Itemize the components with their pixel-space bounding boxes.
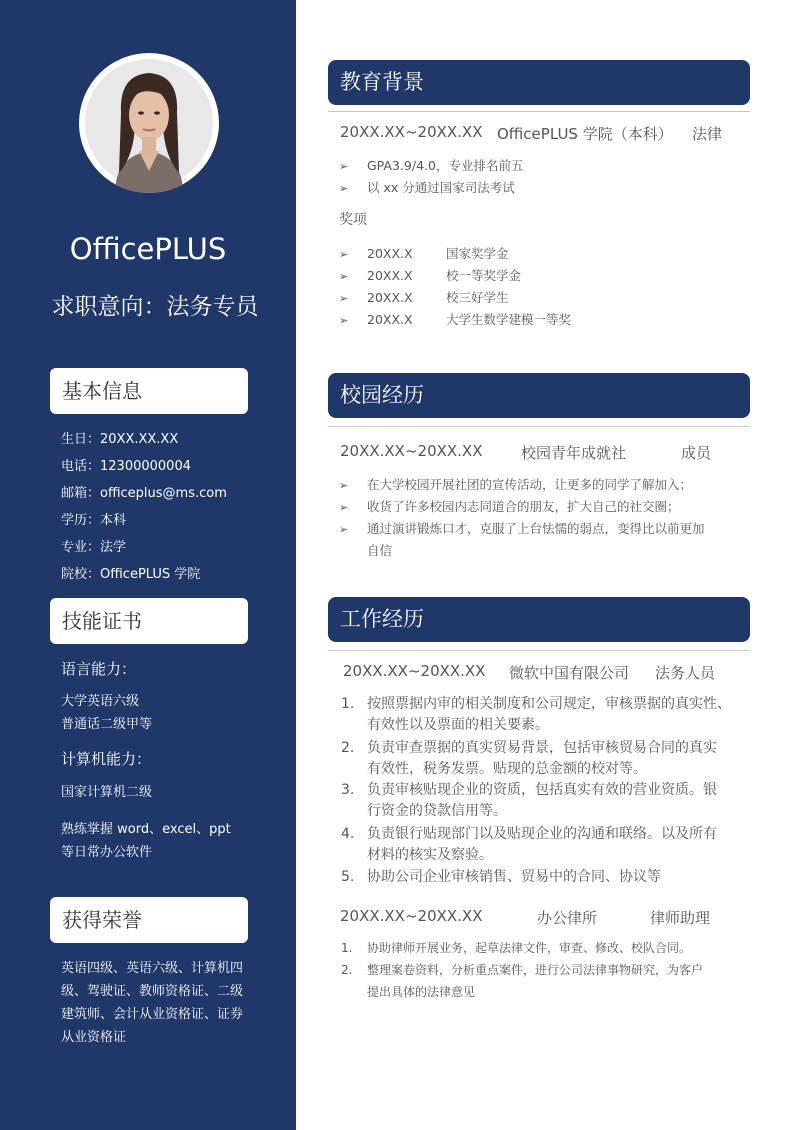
education-bullet: ➢ GPA3.9/4.0，专业排名前五 — [339, 158, 524, 173]
job1-item-continued: 材料的核实及察验。 — [367, 847, 493, 863]
skills-header: 技能证书 — [50, 598, 248, 644]
campus-org: 校园青年成就社 — [521, 444, 627, 462]
basic-info-phone: 电话：12300000004 — [61, 459, 191, 474]
job1-item-continued: 有效性，税务发票。贴现的总金额的校对等。 — [367, 761, 647, 777]
job1-item: 4. 负责银行贴现部门以及贴现企业的沟通和联络。以及所有 — [341, 826, 717, 842]
divider — [328, 650, 750, 651]
award-item: ➢ 20XX.X 大学生数学建模一等奖 — [339, 312, 572, 327]
office-skill-line: 熟练掌握 word、excel、ppt — [61, 822, 231, 837]
language-skill-item: 普通话二级甲等 — [61, 717, 153, 732]
arrow-bullet-icon: ➢ — [339, 248, 349, 261]
campus-bullet: ➢ 收货了许多校园内志同道合的朋友，扩大自己的社交圈； — [339, 499, 680, 514]
office-skill-line: 等日常办公软件 — [61, 845, 153, 860]
honors-line: 级、驾驶证、教师资格证、二级 — [61, 984, 244, 999]
award-item: ➢ 20XX.X 国家奖学金 — [339, 246, 509, 261]
arrow-bullet-icon: ➢ — [339, 479, 349, 492]
arrow-bullet-icon: ➢ — [339, 292, 349, 305]
job2-item: 2. 整理案卷资料，分析重点案件，进行公司法律事物研究，为客户 — [341, 963, 704, 977]
job2-period: 20XX.XX~20XX.XX — [340, 907, 483, 925]
job-intent: 求职意向：法务专员 — [51, 294, 259, 320]
arrow-bullet-icon: ➢ — [339, 270, 349, 283]
computer-skills-title: 计算机能力： — [61, 750, 152, 768]
award-item: ➢ 20XX.X 校三好学生 — [339, 290, 509, 305]
arrow-bullet-icon: ➢ — [339, 182, 349, 195]
arrow-bullet-icon: ➢ — [339, 501, 349, 514]
honors-line: 建筑师、会计从业资格证、证券 — [61, 1007, 244, 1022]
work-header: 工作经历 — [328, 597, 750, 642]
education-period: 20XX.XX~20XX.XX — [340, 123, 483, 141]
job2-company: 办公律所 — [537, 909, 598, 927]
campus-period: 20XX.XX~20XX.XX — [340, 442, 483, 460]
job1-company: 微软中国有限公司 — [509, 664, 630, 682]
basic-info-birthday: 生日：20XX.XX.XX — [61, 432, 179, 447]
job2-item-continued: 提出具体的法律意见 — [367, 985, 476, 999]
divider — [328, 111, 750, 112]
basic-info-header: 基本信息 — [50, 368, 248, 414]
awards-title: 奖项 — [339, 212, 367, 228]
job1-item: 1. 按照票据内审的相关制度和公司规定，审核票据的真实性、 — [341, 696, 731, 712]
honors-line: 从业资格证 — [61, 1030, 127, 1045]
education-school: OfficePLUS 学院（本科） — [497, 125, 673, 143]
language-skill-item: 大学英语六级 — [61, 694, 140, 709]
job1-item-continued: 有效性以及票面的相关要素。 — [367, 717, 549, 733]
job2-item: 1. 协助律师开展业务，起草法律文件，审查、修改、校队合同。 — [341, 941, 692, 955]
campus-bullet: ➢ 通过演讲锻炼口才，克服了上台怯懦的弱点，变得比以前更加 — [339, 521, 705, 536]
computer-skill-item: 国家计算机二级 — [61, 785, 153, 800]
campus-header: 校园经历 — [328, 373, 750, 418]
basic-info-school: 院校：OfficePLUS 学院 — [61, 567, 201, 582]
job1-item: 2. 负责审查票据的真实贸易背景，包括审核贸易合同的真实 — [341, 740, 717, 756]
job1-role: 法务人员 — [655, 664, 716, 682]
honors-header: 获得荣誉 — [50, 897, 248, 943]
arrow-bullet-icon: ➢ — [339, 523, 349, 536]
basic-info-degree: 学历：本科 — [61, 513, 127, 528]
campus-bullet: ➢ 在大学校园开展社团的宣传活动，让更多的同学了解加入； — [339, 477, 693, 492]
education-header: 教育背景 — [328, 60, 750, 105]
basic-info-email: 邮箱：officeplus@ms.com — [61, 486, 227, 501]
divider — [328, 426, 750, 427]
job1-item: 5. 协助公司企业审核销售、贸易中的合同、协议等 — [341, 869, 661, 885]
sidebar — [0, 0, 296, 1130]
avatar — [79, 53, 219, 193]
honors-line: 英语四级、英语六级、计算机四 — [61, 961, 244, 976]
basic-info-major: 专业：法学 — [61, 540, 127, 555]
job1-period: 20XX.XX~20XX.XX — [343, 662, 486, 680]
education-major: 法律 — [692, 125, 723, 143]
arrow-bullet-icon: ➢ — [339, 160, 349, 173]
award-item: ➢ 20XX.X 校一等奖学金 — [339, 268, 522, 283]
language-skills-title: 语言能力： — [61, 660, 137, 678]
job1-item: 3. 负责审核贴现企业的资质，包括真实有效的营业资质。银 — [341, 782, 717, 798]
campus-role: 成员 — [681, 444, 712, 462]
job1-item-continued: 行资金的贷款信用等。 — [367, 803, 507, 819]
job2-role: 律师助理 — [650, 909, 711, 927]
education-bullet: ➢ 以 xx 分通过国家司法考试 — [339, 180, 515, 195]
campus-bullet-continued: 自信 — [367, 543, 393, 558]
arrow-bullet-icon: ➢ — [339, 314, 349, 327]
applicant-name: OfficePLUS — [69, 232, 227, 266]
portrait-photo — [79, 53, 219, 193]
